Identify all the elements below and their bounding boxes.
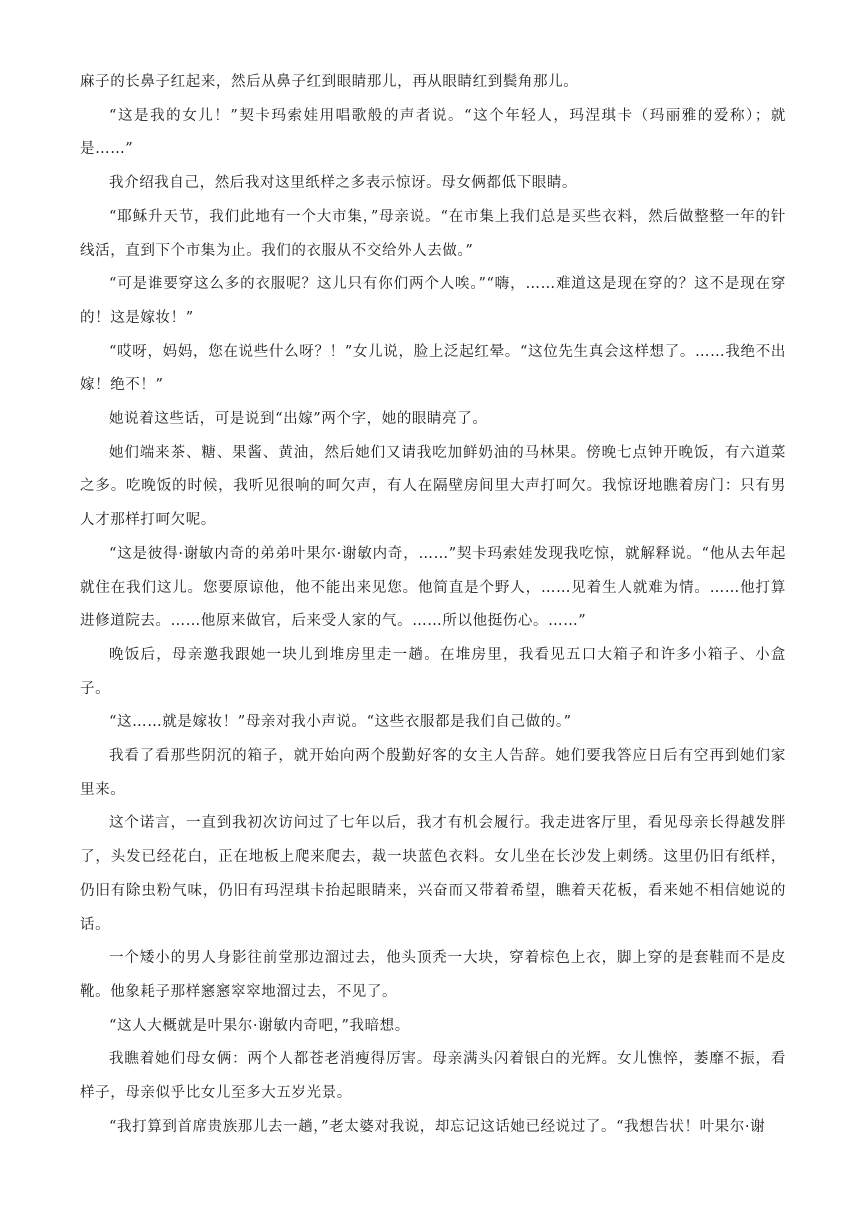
paragraph-4: “耶稣升天节，我们此地有一个大市集，”母亲说。“在市集上我们总是买些衣料，然后做整整一年的针线活，直到下个市集为止。我们的衣服从不交给外人去做。” bbox=[80, 208, 786, 259]
paragraph-13: 这个诺言，一直到我初次访问过了七年以后，我才有机会履行。我走进客厅里，看见母亲长得越发胖了，头发已经花白，正在地板上爬来爬去，裁一块蓝色衣料。女儿坐在长沙发上刺绣。这里仍旧有纸样，仍旧有除虫粉气味，仍旧有玛涅琪卡抬起眼睛来，兴奋而又带着希望，瞧着天花板，看来她不相信她说的话。 bbox=[80, 815, 786, 933]
paragraph-9: “这是彼得·谢敏内奇的弟弟叶果尔·谢敏内奇，……”契卡玛索娃发现我吃惊，就解释说。“他从去年起就住在我们这儿。您要原谅他，他不能出来见您。他简直是个野人，……见着生人就难为情。……他打算进修道院去。……他原来做官，后来受人家的气。……所以他挺伤心。……” bbox=[80, 545, 786, 630]
paragraph-3: 我介绍我自己，然后我对这里纸样之多表示惊讶。母女俩都低下眼睛。 bbox=[109, 175, 578, 192]
paragraph-11: “这……就是嫁妆！”母亲对我小声说。“这些衣服都是我们自己做的。” bbox=[109, 714, 572, 731]
paragraph-2: “这是我的女儿！”契卡玛索娃用唱歌般的声者说。“这个年轻人，玛涅琪卡（玛丽雅的爱称）；就是……” bbox=[80, 107, 786, 158]
paragraph-16: 我瞧着她们母女俩：两个人都苍老消瘦得厉害。母亲满头闪着银白的光辉。女儿憔悴，萎靡不振，看样子，母亲似乎比女儿至多大五岁光景。 bbox=[80, 1051, 786, 1102]
paragraph-5: “可是谁要穿这么多的衣服呢？这儿只有你们两个人唉。”“嗨，……难道这是现在穿的？这不是现在穿的！这是嫁妆！” bbox=[80, 276, 786, 326]
paragraph-10: 晚饭后，母亲邀我跟她一块儿到堆房里走一趟。在堆房里，我看见五口大箱子和许多小箱子、小盒子。 bbox=[80, 646, 786, 697]
document-page bbox=[80, 66, 786, 1145]
paragraph-12: 我看了看那些阴沉的箱子，就开始向两个殷勤好客的女主人告辞。她们要我答应日后有空再到她们家里来。 bbox=[80, 748, 786, 798]
paragraph-7: 她说着这些话，可是说到“出嫁”两个字，她的眼睛亮了。 bbox=[109, 411, 488, 428]
paragraph-17: “我打算到首席贵族那儿去一趟，”老太婆对我说，却忘记这话她已经说过了。“我想告状！叶果尔·谢 bbox=[109, 1118, 766, 1135]
paragraph-14: 一个矮小的男人身影往前堂那边溜过去，他头顶秃一大块，穿着棕色上衣，脚上穿的是套鞋而不是皮靴。他象耗子那样窸窸窣窣地溜过去，不见了。 bbox=[80, 950, 786, 1000]
paragraph-1: 麻子的长鼻子红起来，然后从鼻子红到眼睛那儿，再从眼睛红到鬓角那儿。 bbox=[80, 74, 579, 90]
paragraph-6: “哎呀，妈妈，您在说些什么呀？！”女儿说，脸上泛起红晕。“这位先生真会这样想了。……我绝不出嫁！绝不！” bbox=[80, 343, 786, 394]
paragraph-8: 她们端来茶、糖、果酱、黄油，然后她们又请我吃加鲜奶油的马林果。傍晚七点钟开晚饭，有六道菜之多。吃晚饭的时候，我听见很响的呵欠声，有人在隔壁房间里大声打呵欠。我惊讶地瞧着房门：只有男人才那样打呵欠呢。 bbox=[80, 444, 786, 529]
paragraph-15: “这人大概就是叶果尔·谢敏内奇吧，”我暗想。 bbox=[109, 1017, 410, 1034]
